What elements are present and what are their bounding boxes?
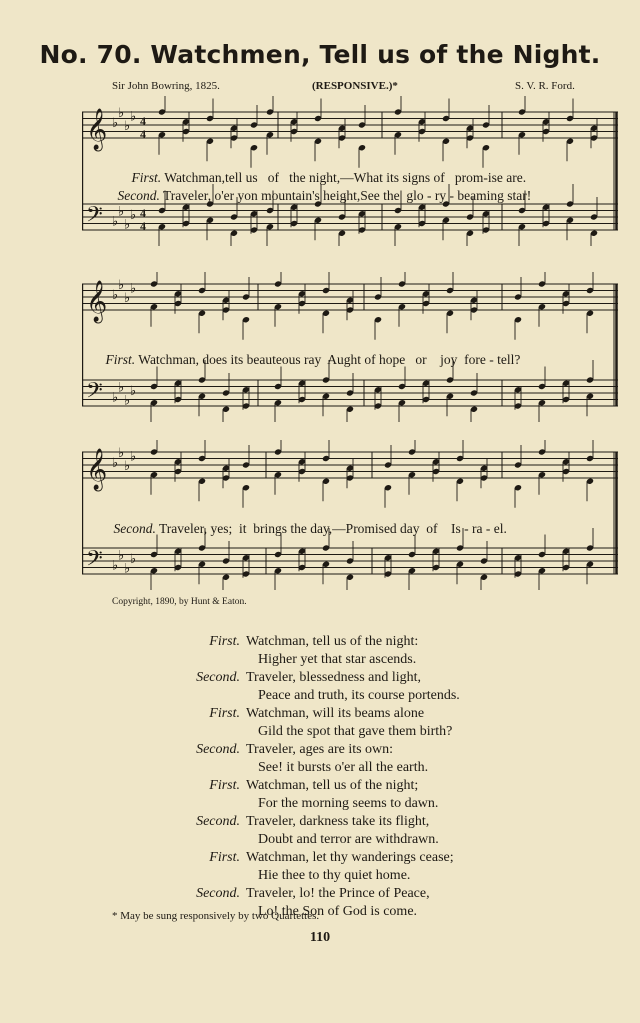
- verse-line: First. Watchman, will its beams alone: [209, 706, 425, 721]
- lyric-line: First. Watchman,tell us of the night,—What its signs of prom-ise are.: [131, 170, 527, 185]
- svg-text:4: 4: [140, 219, 146, 233]
- svg-text:♭: ♭: [112, 287, 119, 303]
- verse-line: See! it bursts o'er all the earth.: [258, 760, 429, 775]
- svg-text:♭: ♭: [124, 119, 131, 134]
- svg-text:♭: ♭: [130, 109, 137, 125]
- svg-text:♭: ♭: [130, 207, 137, 223]
- svg-text:♭: ♭: [124, 459, 131, 474]
- verse-line: First. Watchman, let thy wanderings cease;: [209, 850, 454, 865]
- verse-line: Peace and truth, its course portends.: [258, 688, 460, 703]
- verse-line: Second. Traveler, ages are its own:: [196, 742, 394, 757]
- lyric-line: First. Watchman, does its beauteous ray Aught of hope or joy fore - tell?: [105, 352, 521, 367]
- svg-text:♭: ♭: [130, 281, 137, 297]
- svg-text:♭: ♭: [118, 106, 125, 121]
- svg-text:𝄢: 𝄢: [86, 378, 103, 409]
- svg-text:♭: ♭: [112, 214, 119, 230]
- svg-text:♭: ♭: [112, 390, 119, 406]
- verse-line: For the morning seems to dawn.: [258, 796, 439, 811]
- verse-line: Second. Traveler, darkness take its flight,: [196, 814, 430, 829]
- svg-text:♭: ♭: [130, 551, 137, 567]
- svg-text:4: 4: [140, 206, 146, 220]
- svg-text:𝄢: 𝄢: [86, 546, 103, 577]
- page-number: 110: [309, 930, 331, 945]
- svg-text:♭: ♭: [118, 204, 125, 220]
- svg-text:♭: ♭: [112, 455, 119, 471]
- verse-text: [160, 633, 560, 921]
- svg-text:𝄞: 𝄞: [86, 109, 108, 150]
- svg-text:♭: ♭: [124, 291, 131, 306]
- verse-line: First. Watchman, tell us of the night;: [209, 778, 419, 793]
- svg-text:♭: ♭: [118, 548, 125, 564]
- svg-text:♭: ♭: [112, 115, 119, 131]
- verse-line: Lo! the Son of God is come.: [258, 904, 418, 919]
- verse-line: Second. Traveler, blessedness and light,: [196, 670, 422, 685]
- lyricist-credit: Sir John Bowring, 1825.: [112, 80, 220, 92]
- verse-line: Second. Traveler, lo! the Prince of Peace,: [196, 886, 430, 901]
- svg-text:𝄞: 𝄞: [86, 281, 108, 322]
- svg-text:♭: ♭: [118, 446, 125, 461]
- svg-text:4: 4: [140, 114, 146, 128]
- verse-line: Hie thee to thy quiet home.: [258, 868, 411, 883]
- svg-text:♭: ♭: [124, 561, 131, 577]
- performance-direction: (RESPONSIVE.)*: [312, 80, 398, 92]
- footnote: * May be sung responsively by two Quartettes.: [112, 910, 320, 922]
- composer-credit: S. V. R. Ford.: [515, 80, 575, 92]
- svg-text:4: 4: [140, 127, 146, 141]
- verse-line: Higher yet that star ascends.: [258, 652, 417, 667]
- verse-line: Gild the spot that gave them birth?: [258, 724, 453, 739]
- copyright-notice: Copyright, 1890, by Hunt & Eaton.: [112, 597, 247, 607]
- svg-text:♭: ♭: [118, 278, 125, 293]
- svg-text:♭: ♭: [118, 380, 125, 396]
- lyric-line: Second. Traveler, yes; it brings the day,—Promised day of Is - ra - el.: [113, 521, 507, 536]
- svg-text:♭: ♭: [112, 558, 119, 574]
- svg-text:♭: ♭: [130, 383, 137, 399]
- svg-text:♭: ♭: [124, 217, 131, 233]
- lyric-line: Second. Traveler, o'er yon mountain's height,See the glo - ry - beaming star!: [117, 188, 532, 203]
- verse-line: Doubt and terror are withdrawn.: [258, 832, 439, 847]
- svg-text:𝄞: 𝄞: [86, 449, 108, 490]
- hymn-title: No. 70. Watchmen, Tell us of the Night.: [39, 40, 601, 69]
- verse-line: First. Watchman, tell us of the night:: [209, 634, 419, 649]
- svg-text:♭: ♭: [130, 449, 137, 465]
- svg-text:♭: ♭: [124, 393, 131, 409]
- svg-text:𝄢: 𝄢: [86, 202, 103, 233]
